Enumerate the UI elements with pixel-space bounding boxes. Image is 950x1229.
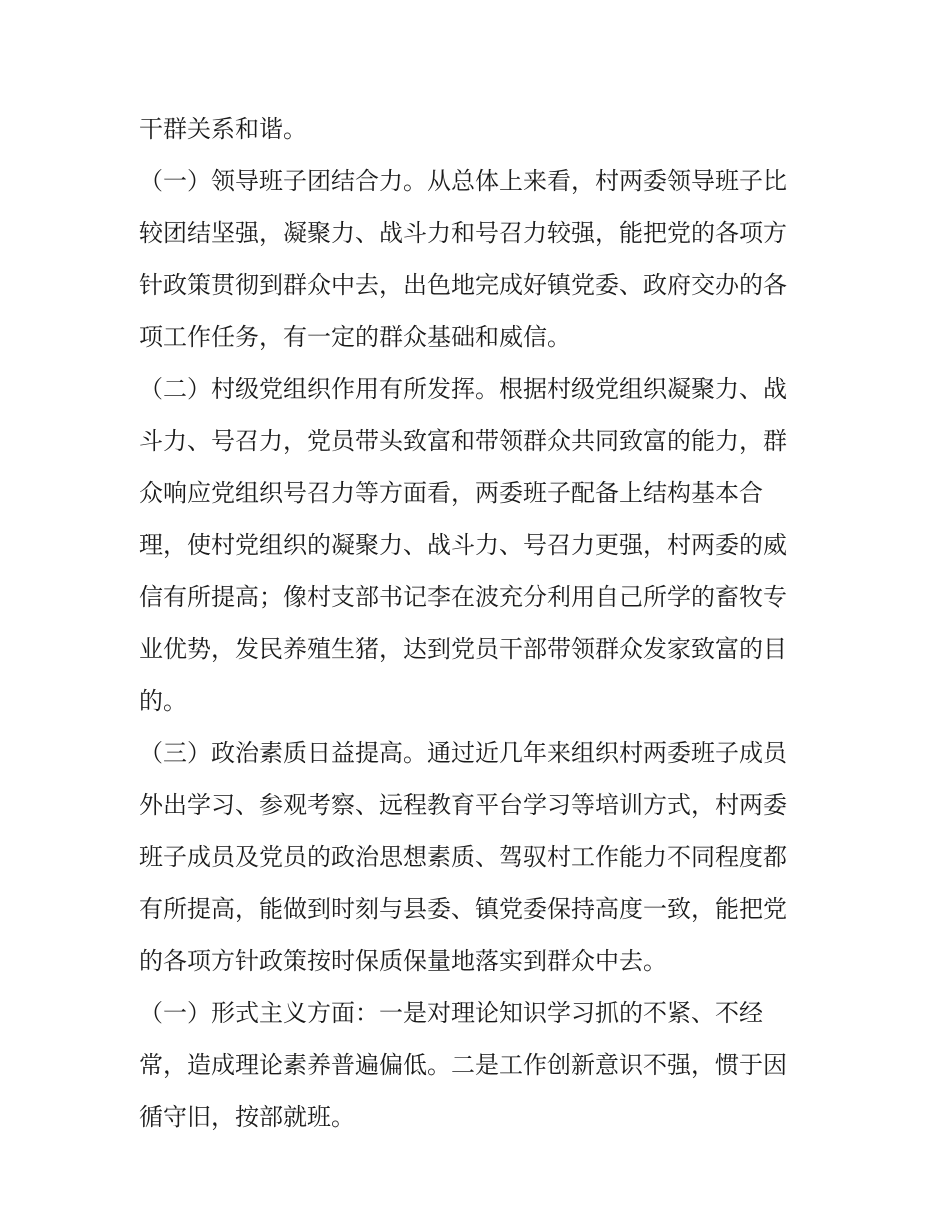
text-line: 的各项方针政策按时保质保量地落实到群众中去。 [139, 947, 667, 975]
text-line: 外出学习、参观考察、远程教育平台学习等培训方式，村两委 [139, 791, 787, 819]
text-line: 的。 [139, 687, 187, 715]
text-line: 针政策贯彻到群众中去，出色地完成好镇党委、政府交办的各 [139, 271, 787, 299]
text-line: （一）领导班子团结合力。从总体上来看，村两委领导班子比 [139, 167, 787, 195]
text-line: 信有所提高；像村支部书记李在波充分利用自己所学的畜牧专 [139, 583, 787, 611]
text-line: 理，使村党组织的凝聚力、战斗力、号召力更强，村两委的威 [139, 531, 787, 559]
text-line: 众响应党组织号召力等方面看，两委班子配备上结构基本合 [139, 479, 763, 507]
text-line: 业优势，发民养殖生猪，达到党员干部带领群众发家致富的目 [139, 635, 787, 663]
text-line: （一）形式主义方面：一是对理论知识学习抓的不紧、不经 [139, 999, 763, 1027]
text-line: 有所提高，能做到时刻与县委、镇党委保持高度一致，能把党 [139, 895, 787, 923]
text-line: （三）政治素质日益提高。通过近几年来组织村两委班子成员 [139, 739, 787, 767]
text-line: 较团结坚强，凝聚力、战斗力和号召力较强，能把党的各项方 [139, 219, 787, 247]
text-line: （二）村级党组织作用有所发挥。根据村级党组织凝聚力、战 [139, 375, 787, 403]
text-line: 斗力、号召力，党员带头致富和带领群众共同致富的能力，群 [139, 427, 787, 455]
text-line: 班子成员及党员的政治思想素质、驾驭村工作能力不同程度都 [139, 843, 787, 871]
text-line: 循守旧，按部就班。 [139, 1103, 355, 1131]
text-line: 常，造成理论素养普遍偏低。二是工作创新意识不强，惯于因 [139, 1051, 787, 1079]
text-line: 项工作任务，有一定的群众基础和威信。 [139, 323, 571, 351]
text-line: 干群关系和谐。 [139, 115, 307, 143]
